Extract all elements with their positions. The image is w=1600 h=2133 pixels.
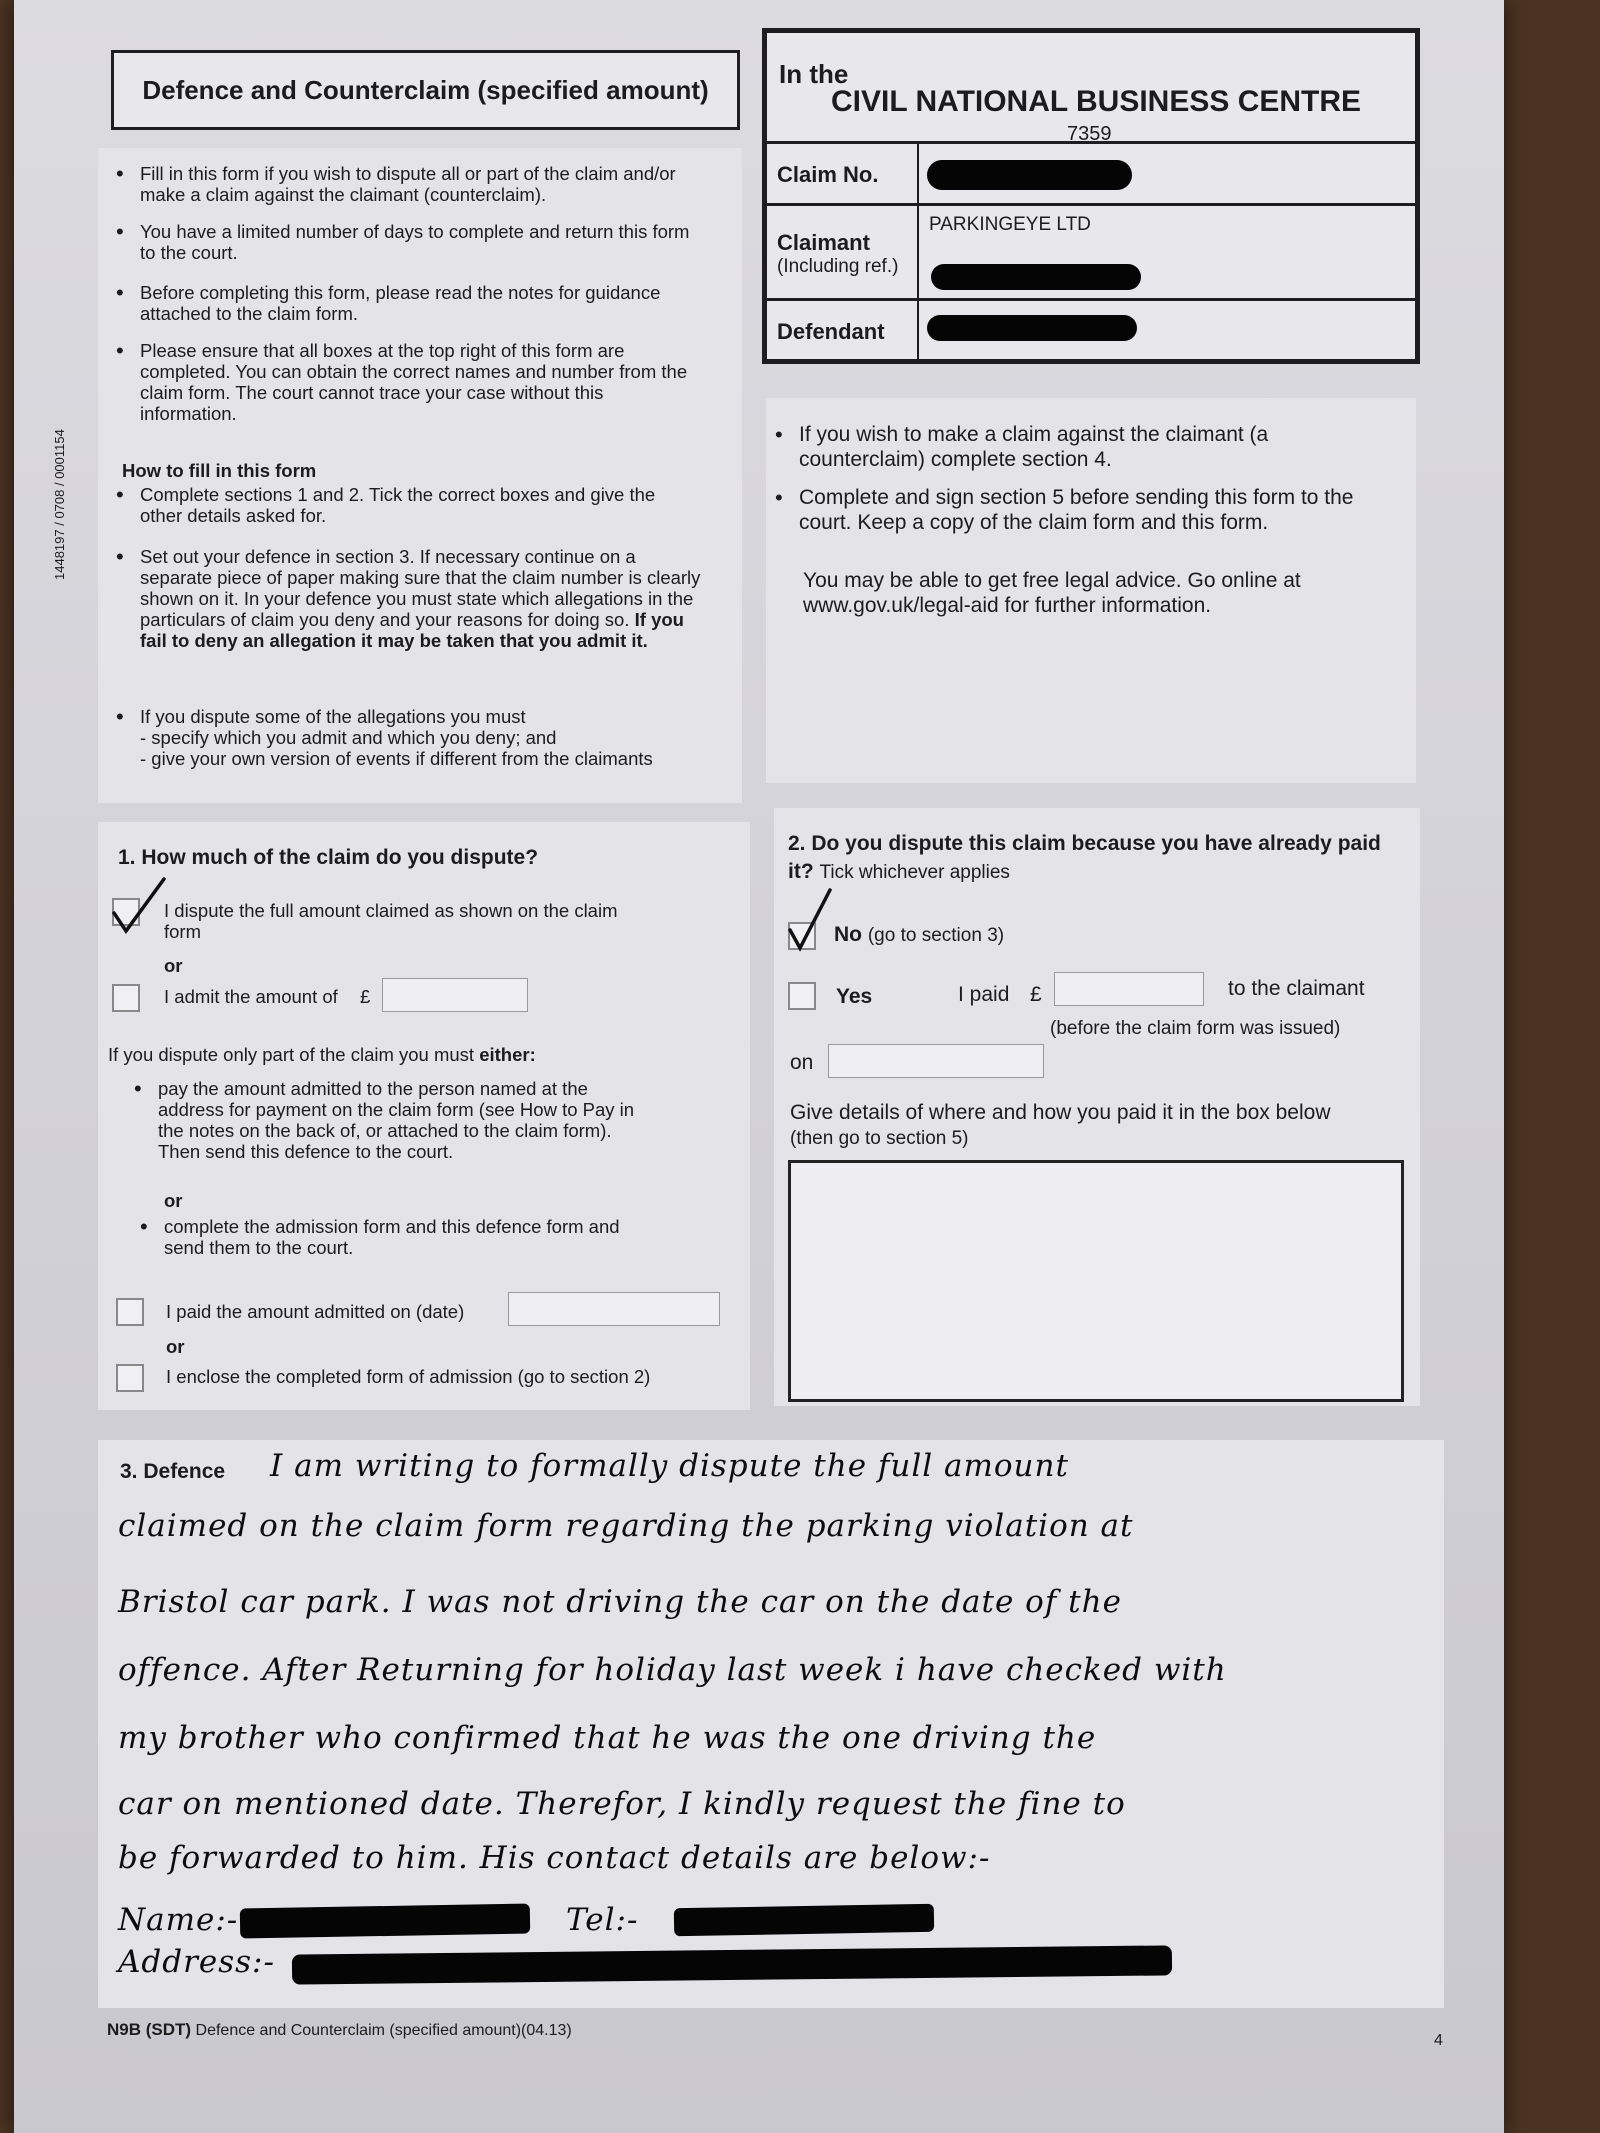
- pound-sign-2: £: [1030, 983, 1042, 1006]
- tick-mark-icon: [786, 886, 836, 952]
- no-option-label: No (go to section 3): [834, 923, 1005, 946]
- court-name: CIVIL NATIONAL BUSINESS CENTRE: [831, 85, 1362, 118]
- right-bullet-1: • If you wish to make a claim against the claimant (a counterclaim) complete section 4.: [799, 422, 1339, 472]
- defence-line-1: I am writing to formally dispute the full amount: [270, 1448, 1069, 1484]
- redacted-claimant-ref: [931, 264, 1141, 290]
- admission-form-bullet: • complete the admission form and this defence form and send them to the court.: [164, 1216, 644, 1258]
- court-code: 7359: [1067, 123, 1112, 145]
- address-label: Address:-: [118, 1944, 275, 1980]
- admit-amount-checkbox[interactable]: [112, 984, 140, 1012]
- payment-details-instruction: Give details of where and how you paid it in the box below: [790, 1101, 1331, 1124]
- enclose-admission-label: I enclose the completed form of admission (go to section 2): [166, 1366, 651, 1387]
- defendant-label: Defendant: [777, 319, 885, 344]
- how-to-bullet-2: • Set out your defence in section 3. If necessary continue on a separate piece of paper making sure that the claim number is clearly shown on it. In your defence you must state which allegations in the particulars of claim you deny and your reasons for doing so. If you fail to deny an allegation it may be taken that you admit it.: [140, 546, 710, 651]
- paid-on-date-input[interactable]: [828, 1044, 1044, 1078]
- claim-no-row: [767, 141, 1415, 204]
- pound-sign-1: £: [360, 986, 371, 1007]
- to-claimant-label: to the claimant: [1228, 977, 1365, 1000]
- defence-line-5: my brother who confirmed that he was the one driving the: [118, 1720, 1097, 1756]
- defence-line-3: Bristol car park. I was not driving the car on the date of the: [118, 1584, 1122, 1620]
- defence-line-4: offence. After Returning for holiday last week i have checked with: [118, 1652, 1227, 1688]
- claimant-row: [767, 203, 1415, 299]
- admit-amount-label: I admit the amount of: [164, 986, 338, 1007]
- or-label-3: or: [166, 1336, 185, 1357]
- yes-option-label: Yes: [836, 985, 873, 1008]
- section-3-heading: 3. Defence: [120, 1460, 226, 1483]
- how-to-bullet-3: • If you dispute some of the allegations you must - specify which you admit and which you deny; and - give your own version of events if different from the claimants: [140, 706, 700, 769]
- partial-intro: If you dispute only part of the claim you must either:: [108, 1044, 536, 1065]
- payment-details-textarea[interactable]: [788, 1160, 1404, 1402]
- how-to-bullet-1: • Complete sections 1 and 2. Tick the correct boxes and give the other details asked for.: [140, 484, 700, 526]
- intro-bullet-3: • Before completing this form, please read the notes for guidance attached to the claim form.: [140, 282, 700, 324]
- before-issued-note: (before the claim form was issued): [1050, 1018, 1341, 1039]
- defence-line-2: claimed on the claim form regarding the parking violation at: [118, 1508, 1134, 1544]
- right-bullet-2: • Complete and sign section 5 before sending this form to the court. Keep a copy of the claim form and this form.: [799, 485, 1379, 535]
- claim-no-label: Claim No.: [777, 162, 879, 187]
- court-details-box: [762, 28, 1420, 364]
- margin-reference: 1448197 / 0708 / 0001154: [52, 429, 67, 580]
- tick-mark-icon: [108, 875, 168, 937]
- intro-bullet-2: • You have a limited number of days to complete and return this form to the court.: [140, 221, 700, 263]
- form-footer: N9B (SDT) Defence and Counterclaim (specified amount)(04.13): [107, 2020, 572, 2039]
- name-label: Name:-: [118, 1902, 239, 1938]
- go-to-section-5: (then go to section 5): [790, 1128, 969, 1149]
- redacted-telephone: [674, 1904, 934, 1937]
- redacted-defendant: [927, 315, 1137, 341]
- redacted-name: [240, 1903, 530, 1938]
- admit-amount-input[interactable]: [382, 978, 528, 1012]
- form-title: Defence and Counterclaim (specified amount): [111, 50, 740, 130]
- paid-amount-input[interactable]: [1054, 972, 1204, 1006]
- on-label: on: [790, 1051, 814, 1074]
- section-2-heading: 2. Do you dispute this claim because you have already paid it? Tick whichever applies: [788, 832, 1381, 883]
- defendant-row: [767, 298, 1415, 363]
- or-label-2: or: [164, 1190, 183, 1211]
- tel-label: Tel:-: [566, 1902, 639, 1938]
- claimant-label: Claimant (Including ref.): [777, 230, 899, 277]
- already-paid-yes-checkbox[interactable]: [788, 982, 816, 1010]
- defence-line-6: car on mentioned date. Therefor, I kindly request the fine to: [118, 1786, 1126, 1822]
- section-1-heading: 1. How much of the claim do you dispute?: [118, 846, 539, 869]
- paid-date-input[interactable]: [508, 1292, 720, 1326]
- paid-date-checkbox[interactable]: [116, 1298, 144, 1326]
- pay-admitted-bullet: • pay the amount admitted to the person named at the address for payment on the claim form (see How to Pay in the notes on the back of, or attached to the claim form). Then send this defence to the court.: [158, 1078, 648, 1162]
- paid-date-label: I paid the amount admitted on (date): [166, 1301, 465, 1322]
- form-page: [14, 0, 1504, 2133]
- dispute-full-label: I dispute the full amount claimed as shown on the claim form: [164, 900, 618, 942]
- i-paid-label: I paid: [958, 983, 1010, 1006]
- legal-aid-advice: You may be able to get free legal advice. Go online at www.gov.uk/legal-aid for further information.: [803, 569, 1301, 617]
- claimant-value: PARKINGEYE LTD: [929, 214, 1091, 235]
- in-the-label: In the: [779, 59, 849, 89]
- intro-bullet-4: • Please ensure that all boxes at the top right of this form are completed. You can obtain the correct names and number from the claim form. The court cannot trace your case without this information.: [140, 340, 700, 424]
- page-number: 4: [1434, 2032, 1443, 2049]
- defence-line-7: be forwarded to him. His contact details are below:-: [118, 1840, 991, 1876]
- enclose-admission-checkbox[interactable]: [116, 1364, 144, 1392]
- or-label-1: or: [164, 955, 183, 976]
- intro-bullet-1: • Fill in this form if you wish to dispute all or part of the claim and/or make a claim against the claimant (counterclaim).: [140, 163, 700, 205]
- how-to-heading: How to fill in this form: [122, 460, 317, 481]
- redacted-claim-no: [927, 160, 1132, 190]
